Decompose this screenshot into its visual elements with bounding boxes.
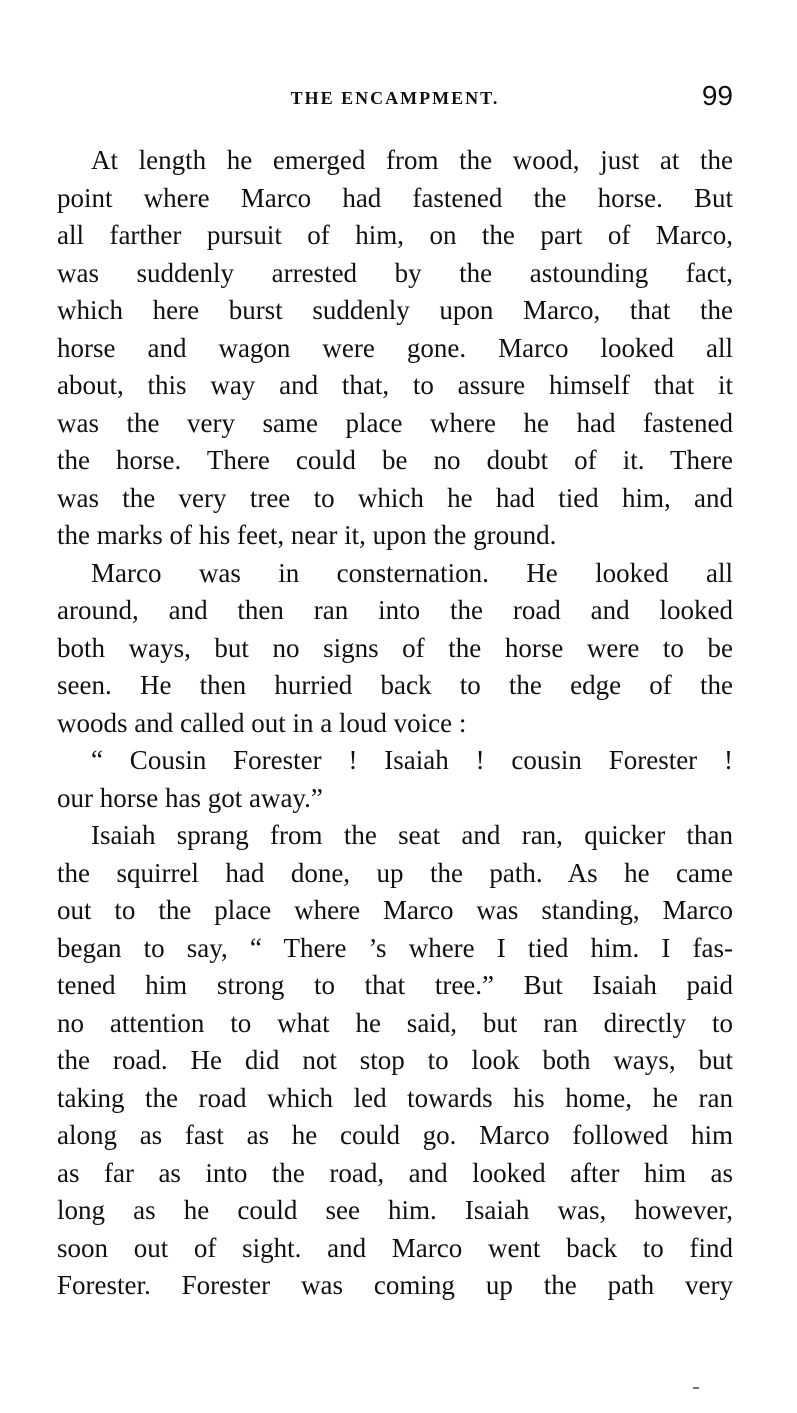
text-line: about, this way and that, to assure himself that it (57, 370, 733, 400)
text-line: our horse has got away.” (57, 782, 323, 813)
text-line: point where Marco had fastened the horse. But (57, 182, 733, 213)
running-head (57, 80, 733, 116)
body-text (57, 142, 733, 1305)
text-line: the horse. There could be no doubt of it. There (57, 445, 733, 475)
scan-speck (693, 1387, 699, 1389)
text-line: around, and then ran into the road and looked (57, 595, 733, 625)
running-title: THE ENCAMPMENT. (290, 88, 500, 108)
text-line: along as fast as he could go. Marco followed him (57, 1120, 733, 1150)
text-line: “ Cousin Forester ! Isaiah ! cousin Forester ! (91, 745, 733, 775)
text-line: seen. He then hurried back to the edge of the (57, 670, 733, 700)
text-line: was the very same place where he had fastened (57, 407, 733, 438)
text-line: out to the place where Marco was standing, Marco (57, 895, 733, 925)
page-number: 99 (701, 80, 733, 111)
text-line: which here burst suddenly upon Marco, that the (57, 295, 733, 325)
text-line: At length he emerged from the wood, just at the (91, 145, 733, 175)
text-line: horse and wagon were gone. Marco looked all (57, 332, 733, 363)
text-line: taking the road which led towards his home, he ran (57, 1082, 733, 1113)
text-line: no attention to what he said, but ran directly to (57, 1007, 733, 1038)
text-line: was the very tree to which he had tied him, and (57, 482, 733, 513)
text-line: was suddenly arrested by the astounding fact, (57, 257, 733, 288)
text-line: the squirrel had done, up the path. As he came (57, 857, 733, 888)
text-line: began to say, “ There ’s where I tied him. I fas- (57, 932, 733, 963)
text-line: both ways, but no signs of the horse were to be (57, 632, 733, 663)
text-line: Marco was in consternation. He looked all (91, 557, 733, 588)
text-line: as far as into the road, and looked after him as (57, 1157, 733, 1188)
text-line: Isaiah sprang from the seat and ran, quicker than (91, 820, 733, 850)
text-line: the marks of his feet, near it, upon the ground. (57, 520, 557, 550)
text-line: tened him strong to that tree.” But Isaiah paid (57, 970, 733, 1000)
text-line: woods and called out in a loud voice : (57, 707, 467, 738)
text-line: all farther pursuit of him, on the part of Marco, (57, 220, 733, 250)
text-line: Forester. Forester was coming up the path very (57, 1270, 733, 1300)
text-line: the road. He did not stop to look both ways, but (57, 1045, 733, 1075)
text-line: long as he could see him. Isaiah was, however, (57, 1195, 733, 1225)
text-line: soon out of sight. and Marco went back to find (57, 1232, 733, 1263)
